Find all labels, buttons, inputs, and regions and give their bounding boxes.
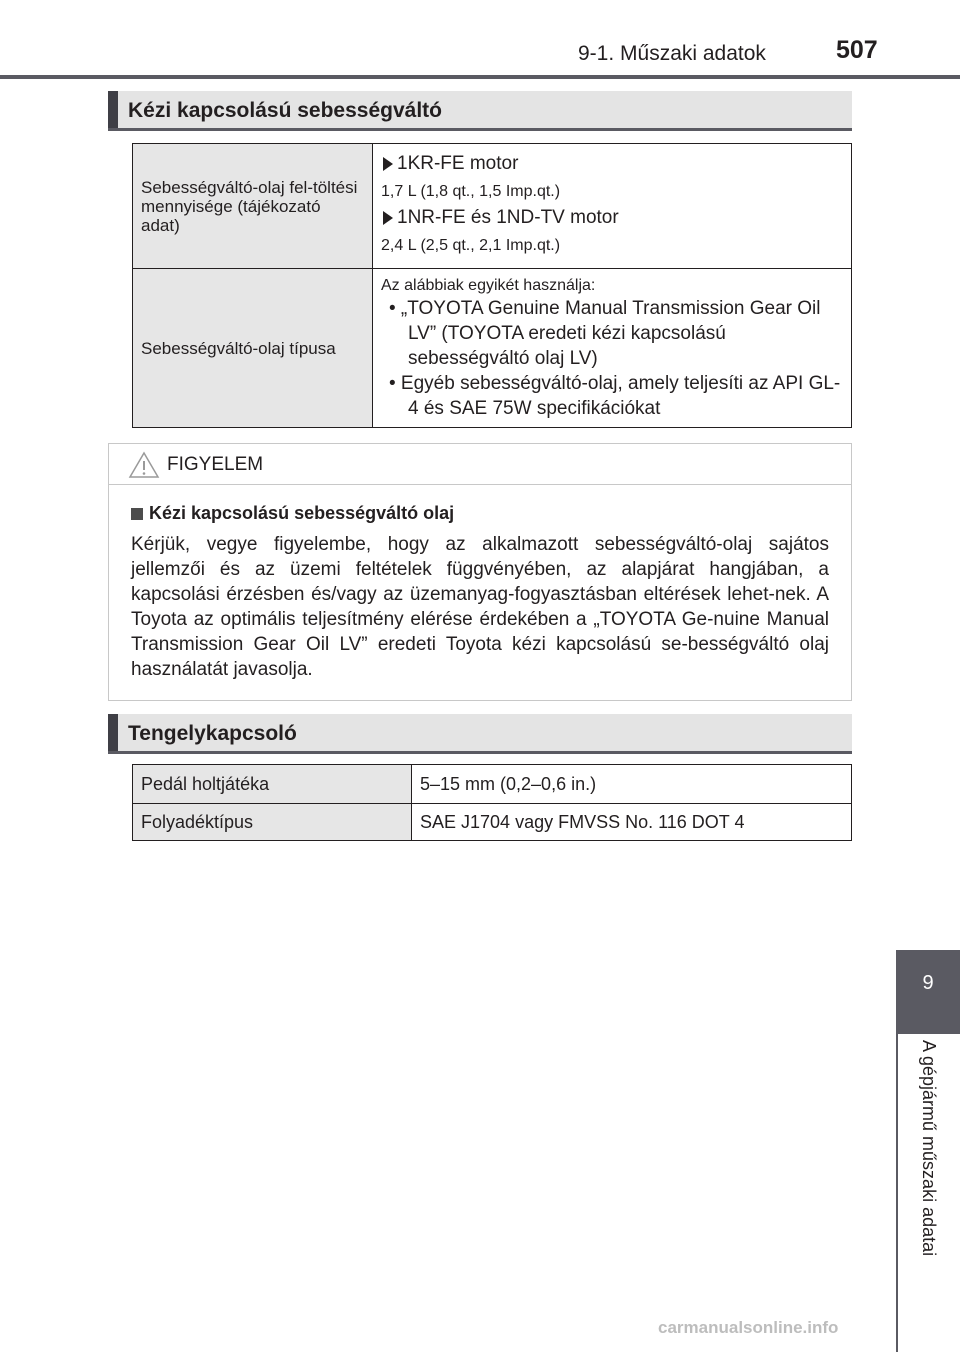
watermark-text: carmanualsonline.info — [658, 1318, 839, 1337]
table-value-cell: 5–15 mm (0,2–0,6 in.) — [412, 765, 852, 804]
oil-option-bullet: • „TOYOTA Genuine Manual Transmission Gear Oil LV” (TOYOTA eredeti kézi kapcsolású sebességváltó olaj LV) — [389, 297, 821, 369]
table-label-cell: Sebességváltó-olaj típusa — [133, 269, 373, 428]
table-row — [133, 804, 852, 841]
engine-line — [381, 206, 843, 230]
capacity-value: 1,7 L (1,8 qt., 1,5 Imp.qt.) — [381, 183, 561, 200]
caution-body — [109, 485, 851, 682]
table-row — [133, 269, 852, 428]
section-marker — [108, 714, 118, 751]
transmission-spec-table — [132, 143, 852, 428]
caution-box — [108, 443, 852, 701]
section-marker — [108, 91, 118, 128]
engine-line — [381, 152, 843, 176]
warning-triangle-icon — [128, 451, 160, 479]
caution-label: FIGYELEM — [167, 454, 264, 475]
section-heading-manual-transmission — [108, 91, 852, 131]
section-title: Tengelykapcsoló — [128, 722, 297, 745]
page-number: 507 — [836, 36, 878, 64]
header-rule — [0, 75, 960, 79]
caution-title — [131, 503, 829, 524]
table-row — [133, 144, 852, 269]
table-value-cell — [373, 269, 852, 428]
table-value-cell — [373, 144, 852, 269]
table-label-cell: Sebességváltó-olaj fel-töltési mennyisége (tájékozató adat) — [133, 144, 373, 269]
caution-header — [109, 444, 851, 485]
table-value-cell: SAE J1704 vagy FMVSS No. 116 DOT 4 — [412, 804, 852, 841]
clutch-spec-table — [132, 764, 852, 841]
oil-intro: Az alábbiak egyikét használja: — [381, 276, 596, 294]
engine-name: 1NR-FE és 1ND-TV motor — [397, 207, 619, 228]
chapter-number: 9 — [922, 972, 934, 994]
section-title: Kézi kapcsolású sebességváltó — [128, 99, 442, 122]
triangle-bullet-icon — [383, 211, 393, 225]
chapter-label-text: A gépjármű műszaki adatai — [919, 1040, 939, 1257]
chapter-label — [917, 1040, 939, 1290]
header-section-title: 9-1. Műszaki adatok — [578, 42, 766, 65]
engine-name: 1KR-FE motor — [397, 153, 519, 174]
square-bullet-icon — [131, 508, 143, 520]
oil-option-bullet: • Egyéb sebességváltó-olaj, amely teljesíti az API GL-4 és SAE 75W specifikációkat — [389, 372, 841, 419]
table-row — [133, 765, 852, 804]
caution-title-text: Kézi kapcsolású sebességváltó olaj — [149, 503, 455, 523]
chapter-tab — [896, 950, 960, 1034]
table-label-cell: Folyadéktípus — [133, 804, 412, 841]
triangle-bullet-icon — [383, 157, 393, 171]
table-label-cell: Pedál holtjátéka — [133, 765, 412, 804]
caution-text: Kérjük, vegye figyelembe, hogy az alkalmazott sebességváltó-olaj sajátos jellemzői és az üzemi feltételek függvényében, az alapjárat hangjában, a kapcsolási érzésben és/vagy az üzemanyag-fogyasztásban eltérések lehet-nek. A Toyota az optimális teljesítmény elérése érdekében a „TOYOTA Ge-nuine Manual Transmission Gear Oil LV” eredeti Toyota kézi kapcsolású se-bességváltó olaj használatát javasolja. — [131, 534, 829, 680]
section-heading-clutch — [108, 714, 852, 754]
capacity-value: 2,4 L (2,5 qt., 2,1 Imp.qt.) — [381, 237, 561, 254]
